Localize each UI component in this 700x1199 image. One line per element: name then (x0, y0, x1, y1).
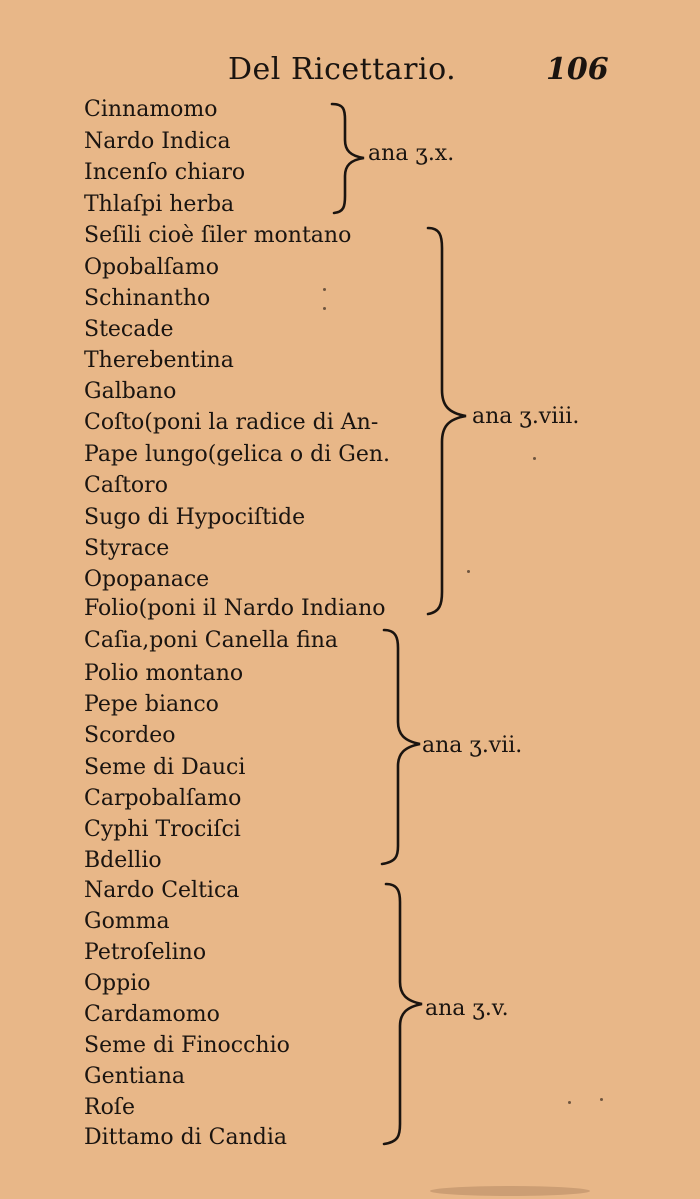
ingredient-line: Styrace (84, 536, 170, 561)
ingredient-line: Gentiana (84, 1064, 186, 1089)
dosage-label: ana ʒ.vii. (422, 733, 523, 758)
page-edge-shadow (430, 1186, 590, 1196)
ingredient-line: Gomma (84, 909, 170, 934)
ingredient-line: Schinantho (84, 286, 211, 311)
ink-speck (323, 288, 326, 291)
ingredient-line: Thlaſpi herba (84, 192, 235, 217)
ingredient-line: Seſili cioè ſiler montano (84, 223, 352, 248)
ingredient-line: Nardo Indica (84, 129, 231, 154)
ingredient-line: Seme di Dauci (84, 755, 246, 780)
ingredient-line: Therebentina (84, 348, 234, 373)
ingredient-line: Pape lungo(gelica o di Gen. (84, 442, 391, 467)
brace-4 (384, 884, 422, 1144)
dosage-label: ana ʒ.x. (368, 141, 455, 166)
dosage-label: ana ʒ.v. (425, 996, 509, 1021)
ingredient-line: Scordeo (84, 723, 176, 748)
ingredient-line: Cinnamomo (84, 97, 218, 122)
ingredient-line: Opopanace (84, 567, 210, 592)
ingredient-line: Roſe (84, 1095, 135, 1120)
ingredient-line: Cyphi Trociſci (84, 817, 241, 842)
ink-speck (600, 1098, 603, 1101)
running-head: Del Ricettario. (228, 52, 457, 87)
ink-speck (323, 307, 326, 310)
page-number: 106 (546, 52, 609, 87)
ingredient-line: Oppio (84, 971, 151, 996)
ingredient-line: Petroſelino (84, 940, 207, 965)
ingredient-line: Carpobalſamo (84, 786, 242, 811)
ingredient-line: Incenſo chiaro (84, 160, 246, 185)
brace-3 (382, 630, 420, 864)
ingredient-line: Cardamomo (84, 1002, 220, 1027)
ingredient-line: Nardo Celtica (84, 878, 240, 903)
ingredient-line: Opobalſamo (84, 255, 219, 280)
ingredient-line: Sugo di Hypociſtide (84, 505, 306, 530)
ingredient-line: Folio(poni il Nardo Indiano (84, 596, 386, 621)
ingredient-line: Caſtoro (84, 473, 168, 498)
brace-2 (428, 228, 466, 614)
ink-speck (533, 457, 536, 460)
ink-speck (568, 1101, 571, 1104)
ingredient-line: Galbano (84, 379, 177, 404)
ingredient-line: Caſia,poni Canella fina (84, 628, 339, 653)
dosage-label: ana ʒ.viii. (472, 404, 580, 429)
ingredient-line: Dittamo di Candia (84, 1125, 288, 1150)
brace-1 (332, 104, 364, 213)
ingredient-line: Bdellio (84, 848, 162, 873)
ingredient-line: Coſto(poni la radice di An- (84, 410, 379, 435)
ingredient-line: Stecade (84, 317, 174, 342)
ingredient-line: Polio montano (84, 661, 244, 686)
ink-speck (467, 570, 470, 573)
ingredient-line: Pepe bianco (84, 692, 219, 717)
ingredient-line: Seme di Finocchio (84, 1033, 290, 1058)
